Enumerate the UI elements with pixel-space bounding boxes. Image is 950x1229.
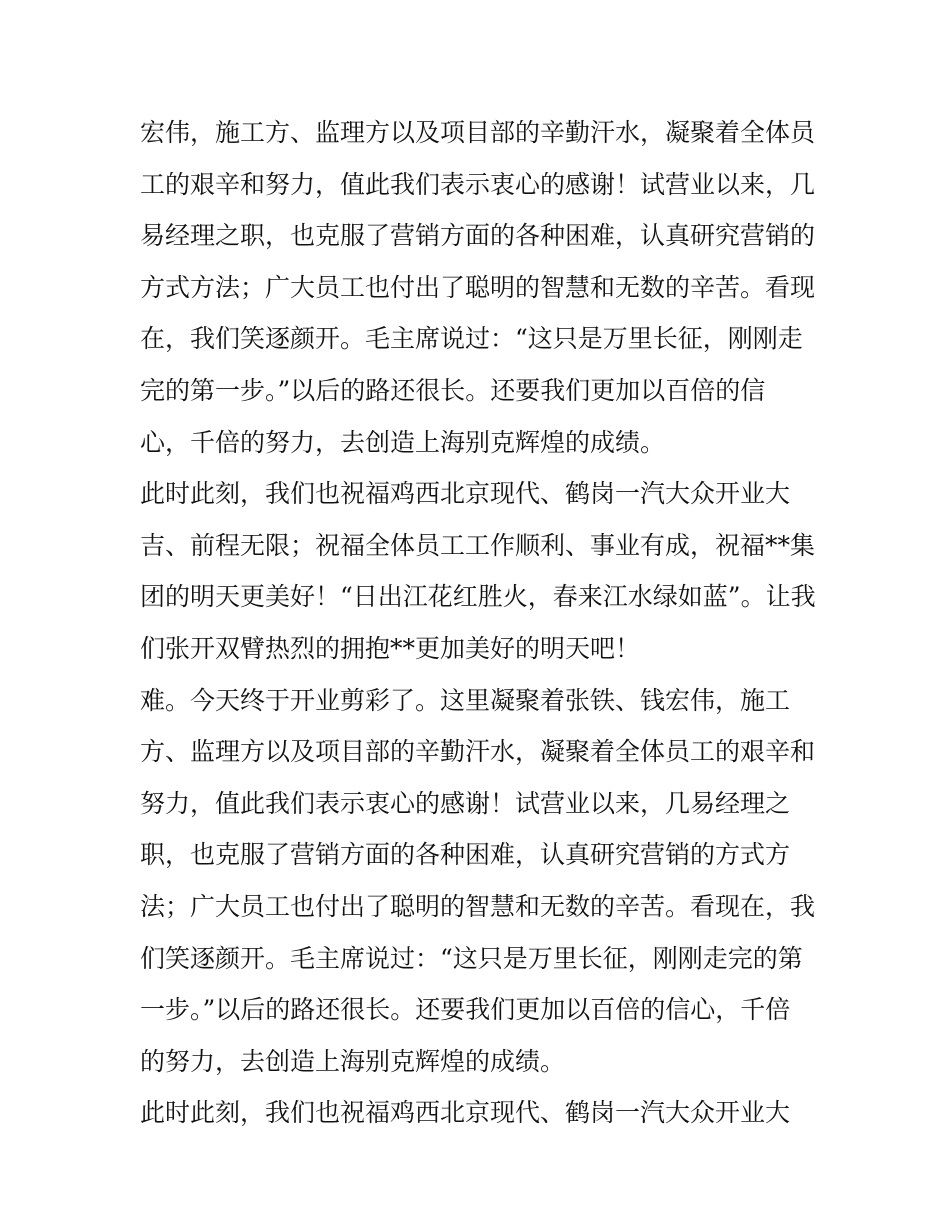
text-line: 在，我们笑逐颜开。毛主席说过：“这只是万里长征，刚刚走 bbox=[140, 324, 803, 354]
text-line: 的努力，去创造上海别克辉煌的成绩。 bbox=[140, 1046, 566, 1076]
text-line: 难。今天终于开业剪彩了。这里凝聚着张铁、钱宏伟，施工 bbox=[140, 685, 791, 715]
text-line: 此时此刻，我们也祝福鸡西北京现代、鹤岗一汽大众开业大 bbox=[140, 1098, 791, 1128]
text-line: 一步。”以后的路还很长。还要我们更加以百倍的信心，千倍 bbox=[140, 995, 791, 1025]
body-text bbox=[140, 107, 820, 1139]
text-line: 完的第一步。”以后的路还很长。还要我们更加以百倍的信 bbox=[140, 375, 766, 405]
text-line: 职，也克服了营销方面的各种困难，认真研究营销的方式方 bbox=[140, 840, 791, 870]
text-line: 方式方法；广大员工也付出了聪明的智慧和无数的辛苦。看现 bbox=[140, 272, 816, 302]
text-line: 团的明天更美好！“日出江花红胜火，春来江水绿如蓝”。让我 bbox=[140, 582, 816, 612]
text-line: 方、监理方以及项目部的辛勤汗水，凝聚着全体员工的艰辛和 bbox=[140, 737, 816, 767]
text-line: 易经理之职，也克服了营销方面的各种困难，认真研究营销的 bbox=[140, 221, 816, 251]
text-line: 法；广大员工也付出了聪明的智慧和无数的辛苦。看现在，我 bbox=[140, 891, 816, 921]
text-line: 吉、前程无限；祝福全体员工工作顺利、事业有成，祝福**集 bbox=[140, 530, 816, 560]
text-line: 努力，值此我们表示衷心的感谢！试营业以来，几易经理之 bbox=[140, 788, 791, 818]
text-line: 们张开双臂热烈的拥抱**更加美好的明天吧！ bbox=[140, 633, 641, 663]
text-line: 工的艰辛和努力，值此我们表示衷心的感谢！试营业以来，几 bbox=[140, 169, 816, 199]
text-line: 心，千倍的努力，去创造上海别克辉煌的成绩。 bbox=[140, 427, 666, 457]
text-line: 宏伟，施工方、监理方以及项目部的辛勤汗水，凝聚着全体员 bbox=[140, 118, 816, 147]
text-line: 们笑逐颜开。毛主席说过：“这只是万里长征，刚刚走完的第 bbox=[140, 943, 803, 973]
text-line: 此时此刻，我们也祝福鸡西北京现代、鹤岗一汽大众开业大 bbox=[140, 479, 791, 509]
